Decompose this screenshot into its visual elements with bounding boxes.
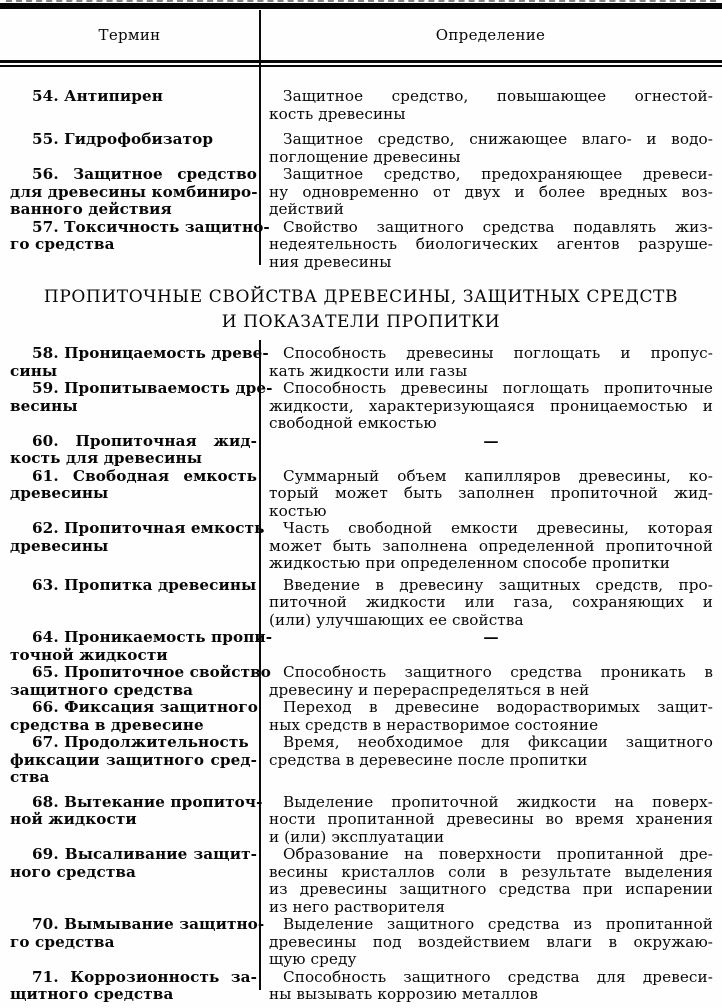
definition-line: поглощение древесины xyxy=(269,147,461,166)
term-line: средства в древесине xyxy=(10,715,204,734)
term-cell xyxy=(10,131,257,149)
table-row xyxy=(0,794,722,847)
term-cell xyxy=(10,969,257,1004)
term-cell xyxy=(10,88,257,106)
definition-line: питочной жидкости или газа, сохраняющих и xyxy=(269,593,713,611)
term-line: го средства xyxy=(10,235,115,253)
term-line: точной жидкости xyxy=(10,645,168,664)
definition-cell xyxy=(269,131,713,166)
term-cell xyxy=(10,379,273,415)
table-row xyxy=(0,846,722,916)
definition-line: и (или) эксплуатации xyxy=(269,827,445,846)
definition-cell xyxy=(269,219,713,272)
section-heading xyxy=(0,285,722,335)
term-line: древесины xyxy=(10,536,109,555)
term-line: фиксации защитного сред- xyxy=(10,750,257,769)
definition-line: Образование на поверхности пропитанной дре- xyxy=(283,845,713,863)
definition-line: Часть свободной емкости древесины, которая xyxy=(283,519,713,537)
definition-line: может быть заполнена определенной пропиточной xyxy=(269,536,713,555)
term-line: 71. Коррозионность за- xyxy=(32,967,257,986)
term-line: 55. Гидрофобизатор xyxy=(32,130,214,148)
term-line: 68. Вытекание пропиточ- xyxy=(32,792,263,811)
definition-cell xyxy=(269,166,713,219)
term-line: 60. Пропиточная жид- xyxy=(32,431,257,450)
definition-cell xyxy=(269,577,713,630)
definition-line: ности пропитанной древесины во время хранения xyxy=(269,810,713,828)
definition-line: Выделение защитного средства из пропитанной xyxy=(283,915,713,933)
term-cell xyxy=(10,344,269,380)
table-row xyxy=(0,969,722,1004)
definition-line: торый может быть заполнен пропиточной жид- xyxy=(269,484,713,502)
definition-column-header: Определение xyxy=(435,25,546,44)
definition-line: жидкости, характеризующаяся проницаемостью и xyxy=(269,396,713,415)
definition-line: щую среду xyxy=(269,950,357,968)
term-cell xyxy=(10,468,257,503)
definition-line: Защитное средство, предохраняющее древеси- xyxy=(283,165,713,183)
term-column-header: Термин xyxy=(98,25,161,44)
term-line: весины xyxy=(10,396,78,415)
table-row xyxy=(0,166,722,219)
table-row xyxy=(0,629,722,664)
definition-line: действий xyxy=(269,200,344,218)
term-line: 54. Антипирен xyxy=(32,87,163,105)
term-line: 63. Пропитка древесины xyxy=(32,575,257,594)
term-cell xyxy=(10,577,257,595)
table-body xyxy=(0,88,722,1004)
term-line: ства xyxy=(10,768,50,786)
table-header xyxy=(0,9,722,60)
definition-line: (или) улучшающих ее свойства xyxy=(269,610,524,629)
definition-line: недеятельность биологических агентов разруше- xyxy=(269,235,713,253)
table-row xyxy=(0,577,722,630)
definition-line: жидкостью при определенном способе пропитки xyxy=(269,554,671,572)
section-heading-line: ПРОПИТОЧНЫЕ СВОЙСТВА ДРЕВЕСИНЫ, ЗАЩИТНЫХ СРЕДСТВ xyxy=(43,287,679,307)
term-line: 69. Высаливание защит- xyxy=(32,845,257,863)
definition-cell xyxy=(269,794,713,847)
definition-cell xyxy=(269,433,713,451)
definition-cell xyxy=(269,664,713,699)
definition-cell xyxy=(269,846,713,916)
definition-line: Выделение пропиточной жидкости на поверх- xyxy=(283,792,713,811)
term-cell xyxy=(10,699,257,734)
term-cell xyxy=(10,217,270,254)
definition-line: из древесины защитного средства при испарении xyxy=(269,880,713,898)
definition-cell xyxy=(269,916,713,969)
definition-line: ных средств в нерастворимое состояние xyxy=(269,715,599,734)
definition-line: из него растворителя xyxy=(269,897,446,916)
definition-cell xyxy=(269,380,713,433)
definition-line: Защитное средство, снижающее влаго- и водо- xyxy=(283,130,713,148)
term-line: кость для древесины xyxy=(10,449,203,467)
term-line: 67. Продолжительность xyxy=(32,733,249,751)
definition-line: Переход в древесине водорастворимых защит- xyxy=(283,698,713,716)
table-row xyxy=(0,520,722,573)
definition-dash: — xyxy=(483,431,499,450)
term-cell xyxy=(10,663,271,699)
definition-line: Способность защитного средства для древеси- xyxy=(283,967,713,986)
definition-line: Способность защитного средства проникать в xyxy=(283,663,713,681)
term-cell xyxy=(10,519,265,555)
definition-line: костью xyxy=(269,501,327,520)
definition-line: Способность древесины поглощать и пропус- xyxy=(283,344,713,362)
term-line: для древесины комбиниро- xyxy=(10,182,258,201)
term-line: 58. Проницаемость древе- xyxy=(32,344,269,362)
term-line: 65. Пропиточное свойство xyxy=(32,663,271,681)
term-line: 66. Фиксация защитного xyxy=(32,698,258,716)
table-row xyxy=(0,699,722,734)
rows-group-upper xyxy=(0,88,722,271)
term-cell xyxy=(10,628,273,664)
definition-line: древесину и перераспределяться в ней xyxy=(269,680,590,699)
definition-line: Защитное средство, повышающее огнестой- xyxy=(283,87,713,105)
term-line: го средства xyxy=(10,932,115,951)
term-cell xyxy=(10,166,257,219)
definition-line: ния древесины xyxy=(269,252,392,271)
definition-cell xyxy=(269,699,713,734)
definition-cell xyxy=(269,629,713,647)
definition-line: ны вызывать коррозию металлов xyxy=(269,985,538,1003)
table-row xyxy=(0,88,722,123)
definition-line: Введение в древесину защитных средств, про- xyxy=(283,575,713,594)
term-line: сины xyxy=(10,361,58,380)
scan-noise-line xyxy=(6,0,716,2)
term-line: древесины xyxy=(10,484,109,502)
term-line: 62. Пропиточная емкость xyxy=(32,519,265,537)
table-row xyxy=(0,131,722,166)
table-row xyxy=(0,468,722,521)
table-row xyxy=(0,345,722,380)
table-row xyxy=(0,380,722,433)
section-heading-line: И ПОКАЗАТЕЛИ ПРОПИТКИ xyxy=(221,312,501,332)
definition-line: кость древесины xyxy=(269,104,406,123)
term-line: защитного средства xyxy=(10,680,194,699)
definition-line: ну одновременно от двух и более вредных воз- xyxy=(269,182,713,201)
definition-line: Свойство защитного средства подавлять жиз- xyxy=(283,217,713,236)
definition-cell xyxy=(269,468,713,521)
term-cell xyxy=(10,433,257,468)
definition-line: весины кристаллов соли в результате выделения xyxy=(269,862,713,881)
term-line: ного средства xyxy=(10,862,136,881)
term-line: щитного средства xyxy=(10,985,174,1003)
definition-cell xyxy=(269,88,713,123)
term-line: 61. Свободная емкость xyxy=(32,466,257,485)
definition-line: средства в деревесине после пропитки xyxy=(269,750,588,769)
definition-cell xyxy=(269,345,713,380)
definition-line: кать жидкости или газы xyxy=(269,361,468,380)
term-line: 64. Проникаемость пропи- xyxy=(32,628,273,646)
term-cell xyxy=(10,846,257,881)
definition-line: свободной емкостью xyxy=(269,414,437,432)
term-line: 57. Токсичность защитно- xyxy=(32,217,270,236)
definition-cell xyxy=(269,969,713,1004)
table-row xyxy=(0,433,722,468)
table-row xyxy=(0,664,722,699)
term-cell xyxy=(10,734,257,787)
term-line: 59. Пропитываемость дре- xyxy=(32,379,273,397)
definition-dash: — xyxy=(483,628,499,646)
definition-line: Способность древесины поглощать пропиточные xyxy=(283,379,713,397)
term-line: ванного действия xyxy=(10,200,172,218)
definition-cell xyxy=(269,520,713,573)
term-cell xyxy=(10,792,263,829)
term-line: ной жидкости xyxy=(10,810,137,828)
header-separator-thin xyxy=(0,65,722,67)
definition-cell xyxy=(269,734,713,769)
header-separator-thick xyxy=(0,60,722,63)
table-row xyxy=(0,219,722,272)
term-cell xyxy=(10,915,265,951)
table-row xyxy=(0,916,722,969)
definition-line: древесины под воздействием влаги в окружаю- xyxy=(269,932,713,951)
term-line: 56. Защитное средство xyxy=(32,165,257,183)
definition-line: Время, необходимое для фиксации защитного xyxy=(283,733,713,751)
definition-line: Суммарный объем капилляров древесины, ко- xyxy=(283,466,713,485)
term-line: 70. Вымывание защитно- xyxy=(32,915,265,933)
table-row xyxy=(0,734,722,787)
rows-group-lower xyxy=(0,345,722,1004)
